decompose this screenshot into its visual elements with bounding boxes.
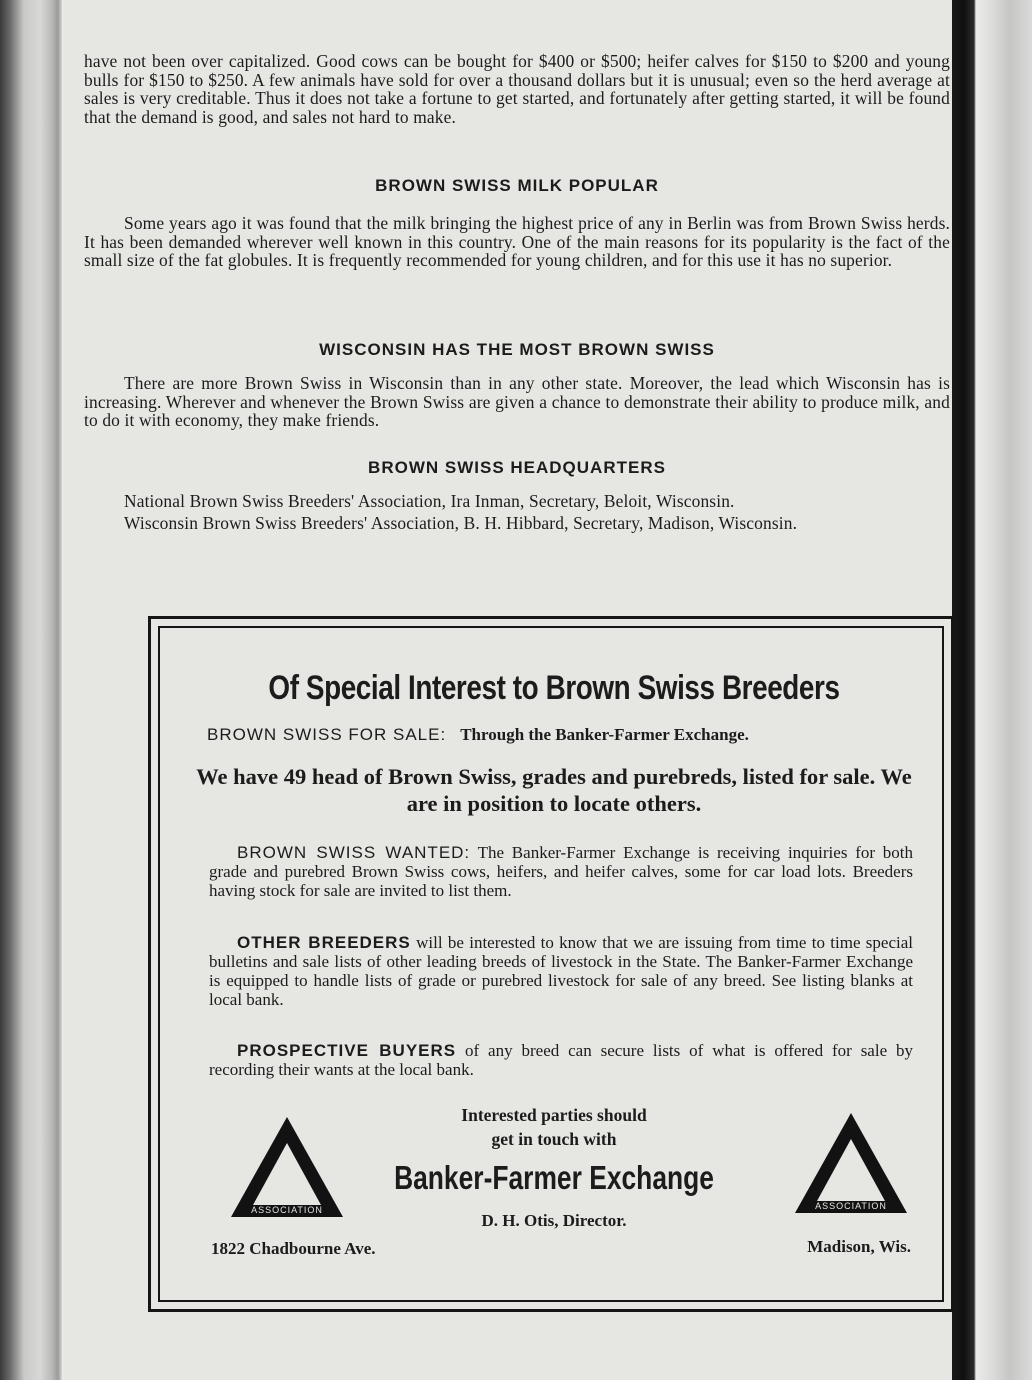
other-breeders-text: will be interested to know that we are issuing from time to time special bulletins and sale lists of other leading breeds of livestock in the State. The Banker-Farmer Exchange is equipped to handle lists of grade or purebred livestock for sale of any breed. See listing blanks at local bank. <box>209 933 914 1009</box>
book-edge-right <box>950 0 1032 1380</box>
milk-popular-paragraph <box>84 214 950 270</box>
for-sale-label: BROWN SWISS FOR SALE: <box>207 725 447 744</box>
association-triangle-emblem-icon <box>227 1113 347 1221</box>
buyers-paragraph <box>209 1041 913 1079</box>
contact-line-2: get in touch with <box>491 1129 617 1149</box>
buyers-label: PROSPECTIVE BUYERS <box>237 1041 457 1060</box>
heading-wisconsin-most: WISCONSIN HAS THE MOST BROWN SWISS <box>319 340 715 359</box>
wanted-paragraph <box>209 843 913 900</box>
city-address: Madison, Wis. <box>807 1237 911 1256</box>
wisconsin-most-paragraph <box>84 374 950 430</box>
heading-milk-popular: BROWN SWISS MILK POPULAR <box>375 176 659 195</box>
buyers-text: of any breed can secure lists of what is offered for sale by recording their wants at the local bank. <box>209 1041 913 1079</box>
advertisement-box <box>148 616 954 1312</box>
headquarters-wisconsin: Wisconsin Brown Swiss Breeders' Association, B. H. Hibbard, Secretary, Madison, Wisconsin. <box>124 512 798 533</box>
other-breeders-paragraph <box>209 933 913 1009</box>
intro-text: have not been over capitalized. Good cows can be bought for $400 or $500; heifer calves for $150 to $200 and young bulls for $150 to $250. A few animals have sold for over a thousand dollars but it is unusual; even so the herd average at sales is very creditable. Thus it does not take a fortune to get started, and fortunately after getting started, it will be found that the demand is good, and sales not hard to make. <box>84 51 950 127</box>
headquarters-list <box>84 492 950 532</box>
wanted-text: The Banker-Farmer Exchange is receiving inquiries for both grade and purebred Brown Swiss cows, heifers, and heifer calves, some for car load lots. Breeders having stock for sale are invited to list them. <box>209 843 913 900</box>
ad-headline: We have 49 head of Brown Swiss, grades and purebreds, listed for sale. We are in position to locate others. <box>196 764 912 816</box>
association-triangle-emblem-icon <box>791 1109 911 1217</box>
director-name: D. H. Otis, Director. <box>481 1211 627 1230</box>
for-sale-text: Through the Banker-Farmer Exchange. <box>460 725 749 744</box>
emblem-bottom-text: ASSOCIATION <box>815 1201 887 1211</box>
organization-name: Banker-Farmer Exchange <box>394 1159 714 1196</box>
ad-title: Of Special Interest to Brown Swiss Breeders <box>268 669 840 707</box>
contact-line-1: Interested parties should <box>461 1105 647 1125</box>
milk-popular-text: Some years ago it was found that the milk bringing the highest price of any in Berlin was from Brown Swiss herds. It has been demanded wherever well known in this country. One of the main reasons for its popularity is the fact of the small size of the fat globules. It is frequently recommended for young children, and for this use it has no superior. <box>84 213 950 271</box>
book-gutter-left <box>0 0 62 1380</box>
emblem-bottom-text: ASSOCIATION <box>251 1205 323 1215</box>
other-breeders-label: OTHER BREEDERS <box>237 933 411 952</box>
wanted-label: BROWN SWISS WANTED: <box>237 843 471 862</box>
wisconsin-most-text: There are more Brown Swiss in Wisconsin than in any other state. Moreover, the lead which Wisconsin has is increasing. Wherever and whenever the Brown Swiss are given a chance to demonstrate their ability to produce milk, and to do it with economy, they make friends. <box>84 373 950 431</box>
for-sale-line <box>207 725 917 745</box>
street-address: 1822 Chadbourne Ave. <box>211 1239 376 1258</box>
heading-headquarters: BROWN SWISS HEADQUARTERS <box>368 458 666 477</box>
intro-paragraph <box>84 52 950 126</box>
headquarters-national: National Brown Swiss Breeders' Association, Ira Inman, Secretary, Beloit, Wisconsin. <box>124 491 735 511</box>
